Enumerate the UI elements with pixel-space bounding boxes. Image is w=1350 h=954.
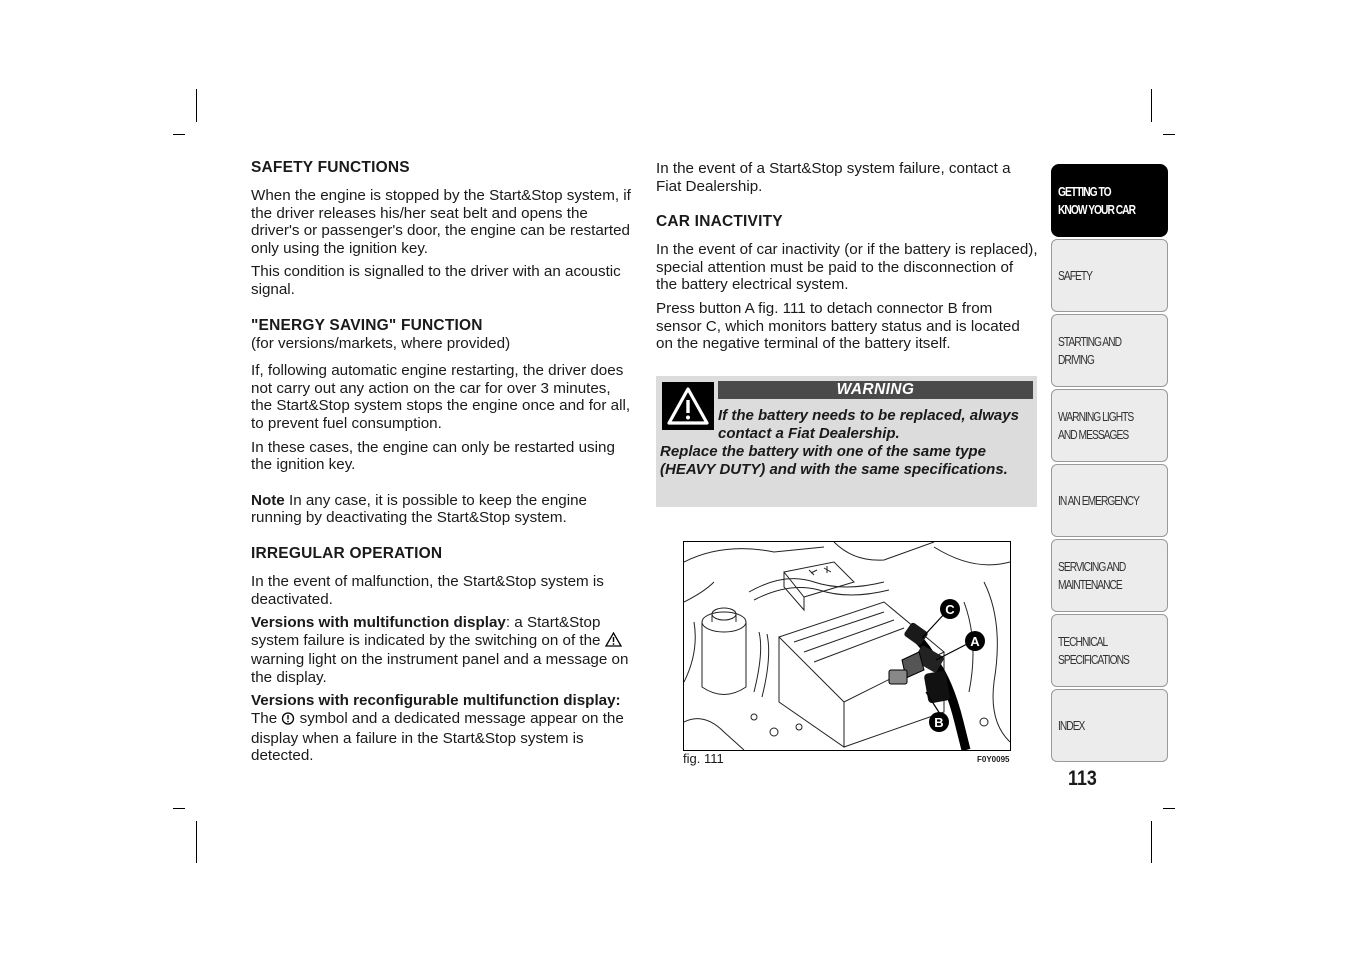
warning-box xyxy=(656,376,1037,507)
tab-label: STARTING AND DRIVING xyxy=(1058,334,1121,367)
tab-label: GETTING TO KNOW YOUR CAR xyxy=(1058,184,1136,217)
multifunction-text-b: warning light on the instrument panel and a message on the display. xyxy=(251,651,629,686)
safety-functions-heading: SAFETY FUNCTIONS xyxy=(251,159,410,176)
inactivity-paragraph-1: In the event of car inactivity (or if the battery is replaced), special attention must be paid to the disconnection of the battery electrical system. xyxy=(656,241,1038,294)
reconfigurable-text-b: symbol and a dedicated message appear on the display when a failure in the Start&Stop system is detected. xyxy=(251,710,624,765)
energy-saving-paragraph-2: In these cases, the engine can only be restarted using the ignition key. xyxy=(251,438,615,474)
tab-label: TECHNICAL SPECIFICATIONS xyxy=(1058,634,1129,667)
multifunction-text-a: : a Start&Stop system failure is indicated by the switching on of the xyxy=(251,614,605,649)
tab-index[interactable] xyxy=(1051,689,1168,762)
tab-servicing[interactable] xyxy=(1051,539,1168,612)
reconfigurable-label: Versions with reconfigurable multifunction display: xyxy=(251,692,621,710)
callout-c: C xyxy=(945,602,955,617)
crop-mark xyxy=(196,89,197,122)
reconfigurable-paragraph xyxy=(251,692,635,764)
failure-paragraph: In the event of a Start&Stop system failure, contact a Fiat Dealership. xyxy=(656,160,1011,195)
tab-in-an-emergency[interactable] xyxy=(1051,464,1168,537)
irregular-operation-heading: IRREGULAR OPERATION xyxy=(251,544,443,562)
crop-mark xyxy=(1151,89,1152,122)
figure-caption: fig. 111 xyxy=(683,751,724,766)
note-paragraph xyxy=(251,492,635,527)
energy-saving-paragraph-1: If, following automatic engine restarting, the driver does not carry out any action on the car for over 3 minutes, the Start&Stop system stops the engine once and for all, to prevent fuel consumption. xyxy=(251,362,631,432)
tab-label: WARNING LIGHTS AND MESSAGES xyxy=(1058,409,1134,442)
warning-triangle-icon xyxy=(662,382,714,430)
tab-technical-specifications[interactable] xyxy=(1051,614,1168,687)
callout-a: A xyxy=(970,634,980,649)
note-label: Note xyxy=(251,491,285,509)
warning-triangle-icon xyxy=(605,632,622,652)
callout-b: B xyxy=(934,715,944,730)
multifunction-label: Versions with multifunction display xyxy=(251,614,506,632)
note-text: In any case, it is possible to keep the engine running by deactivating the Start&Stop system. xyxy=(251,491,588,527)
tab-label: SAFETY xyxy=(1058,268,1092,283)
crop-mark xyxy=(173,808,185,809)
warning-text-2: Replace the battery with one of the same type (HEAVY DUTY) and with the same specifications. xyxy=(660,443,1008,478)
inactivity-paragraph-2: Press button A fig. 111 to detach connector B from sensor C, which monitors battery status and is located on the negative terminal of the battery itself. xyxy=(656,299,1020,353)
safety-paragraph-1: When the engine is stopped by the Start&Stop system, if the driver releases his/her seat belt and opens the driver's or passenger's door, the engine can be restarted only using the ignition key. xyxy=(251,187,631,257)
tab-starting-and-driving[interactable] xyxy=(1051,314,1168,387)
crop-mark xyxy=(1151,821,1152,863)
tab-warning-lights[interactable] xyxy=(1051,389,1168,462)
tab-label: IN AN EMERGENCY xyxy=(1058,493,1139,508)
page-number: 113 xyxy=(1068,767,1097,790)
warning-title: WARNING xyxy=(718,381,1033,399)
left-column xyxy=(251,159,635,765)
crop-mark xyxy=(173,134,185,135)
crop-mark xyxy=(1163,134,1175,135)
energy-saving-heading: "ENERGY SAVING" FUNCTION xyxy=(251,316,483,334)
tab-label: INDEX xyxy=(1058,718,1085,733)
middle-column xyxy=(656,160,1038,353)
battery-illustration xyxy=(684,542,1010,750)
figure-code: F0Y0095 xyxy=(977,755,1010,764)
battery-figure xyxy=(683,541,1011,751)
reconfigurable-text-a: The xyxy=(251,710,282,728)
warning-text-1: If the battery needs to be replaced, always contact a Fiat Dealership. xyxy=(718,407,1019,442)
multifunction-paragraph xyxy=(251,614,635,686)
safety-paragraph-2: This condition is signalled to the driver with an acoustic signal. xyxy=(251,263,621,298)
car-inactivity-heading: CAR INACTIVITY xyxy=(656,213,783,231)
tab-getting-to-know-your-car[interactable] xyxy=(1051,164,1168,237)
energy-saving-subtitle: (for versions/markets, where provided) xyxy=(251,334,511,352)
tab-safety[interactable] xyxy=(1051,239,1168,312)
tab-label: SERVICING AND MAINTENANCE xyxy=(1058,559,1126,592)
crop-mark xyxy=(1163,808,1175,809)
start-stop-failure-icon xyxy=(281,711,295,730)
irregular-paragraph-1: In the event of malfunction, the Start&Stop system is deactivated. xyxy=(251,572,604,608)
crop-mark xyxy=(196,821,197,863)
